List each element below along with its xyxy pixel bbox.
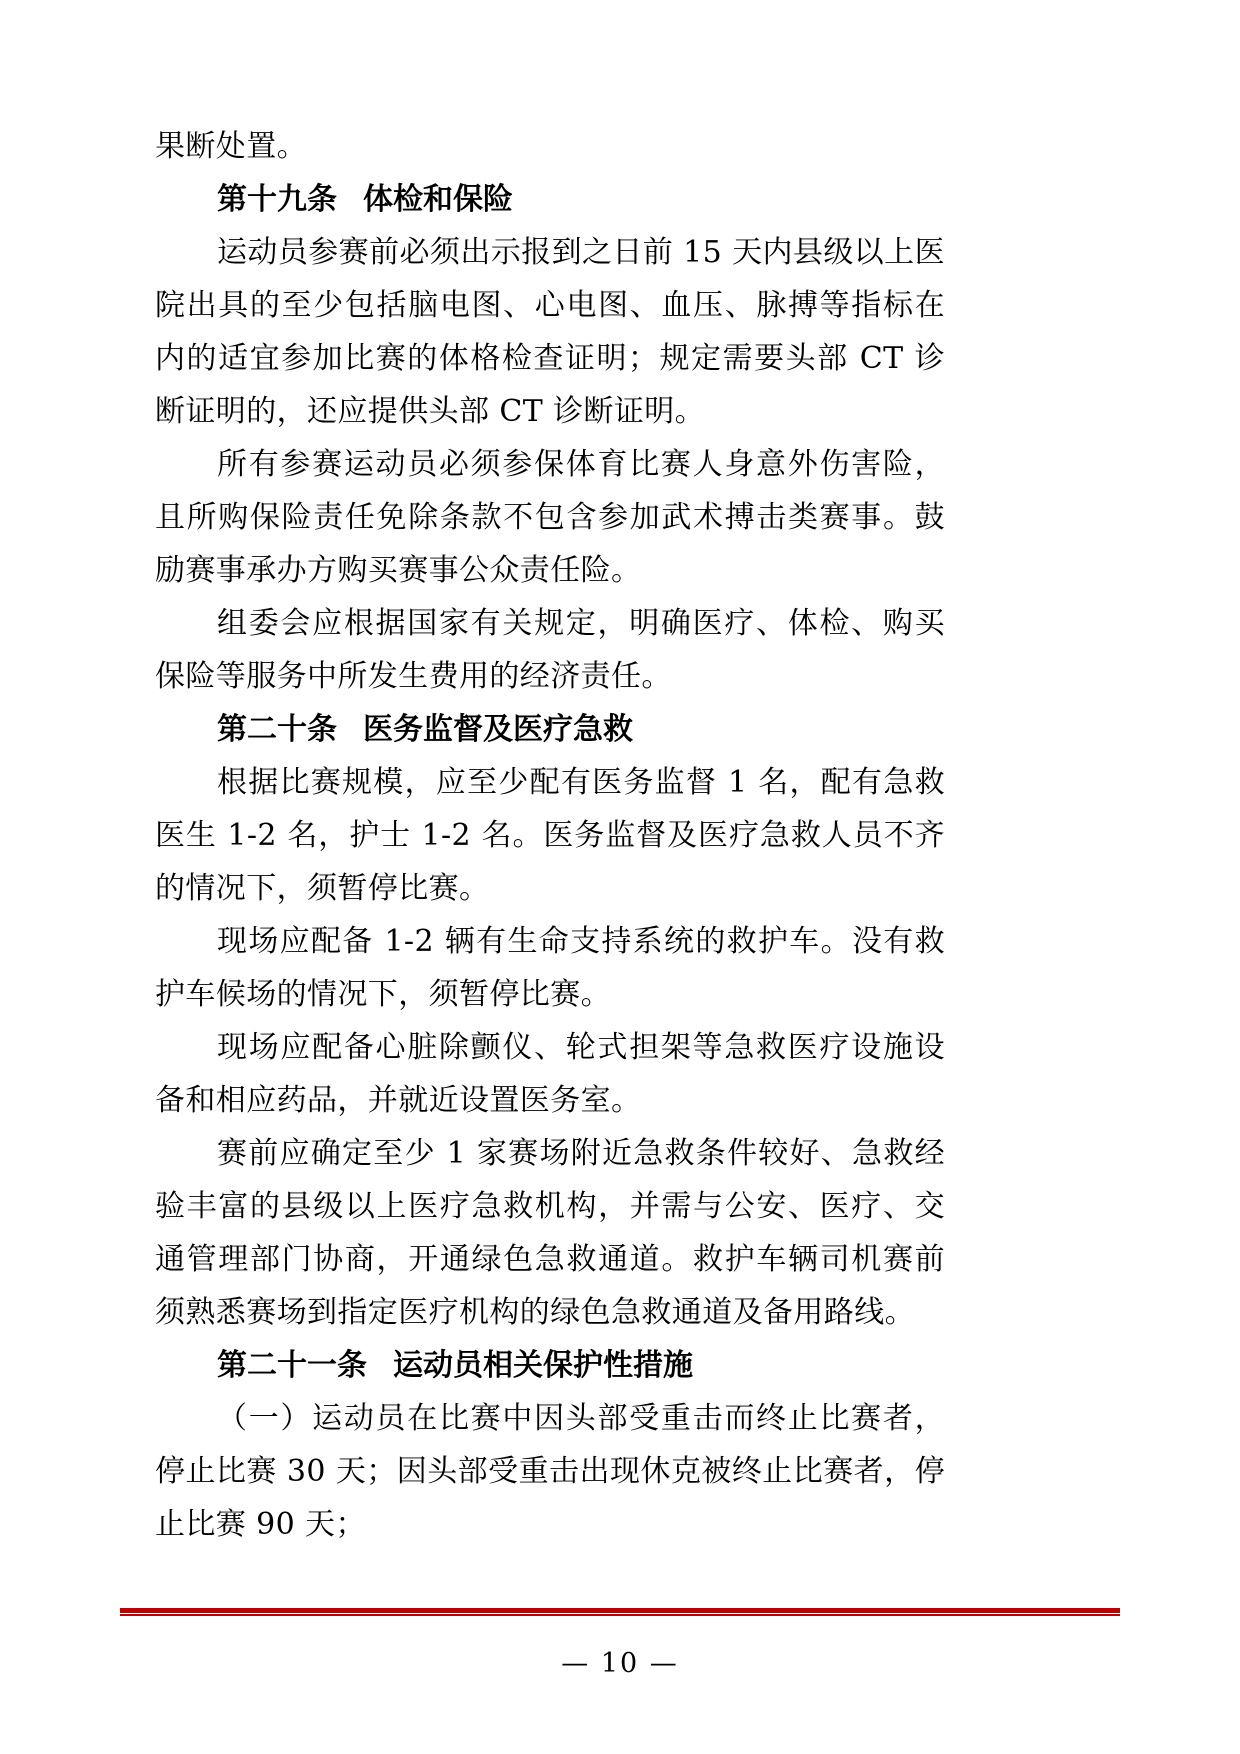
section-title: 医务监督及医疗急救 xyxy=(363,712,633,747)
section-title: 运动员相关保护性措施 xyxy=(393,1348,693,1383)
section-number: 第十九条 xyxy=(217,182,337,217)
paragraph: 组委会应根据国家有关规定，明确医疗、体检、购买保险等服务中所发生费用的经济责任。 xyxy=(155,606,945,694)
section-title: 体检和保险 xyxy=(363,182,513,217)
paragraph: 运动员参赛前必须出示报到之日前 15 天内县级以上医院出具的至少包括脑电图、心电图、血压、脉搏等指标在内的适宜参加比赛的体格检查证明；规定需要头部 CT 诊断证明的，还应提供头部 CT 诊断证明。 xyxy=(155,235,945,429)
footer-divider xyxy=(120,1608,1120,1613)
section-number: 第二十一条 xyxy=(217,1348,367,1383)
page-number: — 10 — xyxy=(561,1648,679,1679)
section-heading xyxy=(155,173,945,226)
paragraph: 果断处置。 xyxy=(155,129,307,164)
paragraph: 根据比赛规模，应至少配有医务监督 1 名，配有急救医生 1-2 名，护士 1-2 名。医务监督及医疗急救人员不齐的情况下，须暂停比赛。 xyxy=(155,765,945,906)
paragraph: 所有参赛运动员必须参保体育比赛人身意外伤害险，且所购保险责任免除条款不包含参加武术搏击类赛事。鼓励赛事承办方购买赛事公众责任险。 xyxy=(155,447,945,588)
paragraph: 现场应配备心脏除颤仪、轮式担架等急救医疗设施设备和相应药品，并就近设置医务室。 xyxy=(155,1030,945,1118)
section-heading xyxy=(155,703,945,756)
paragraph: 赛前应确定至少 1 家赛场附近急救条件较好、急救经验丰富的县级以上医疗急救机构，并需与公安、医疗、交通管理部门协商，开通绿色急救通道。救护车辆司机赛前须熟悉赛场到指定医疗机构的绿色急救通道及备用路线。 xyxy=(155,1136,945,1330)
paragraph: 现场应配备 1-2 辆有生命支持系统的救护车。没有救护车候场的情况下，须暂停比赛。 xyxy=(155,924,945,1012)
section-number: 第二十条 xyxy=(217,712,337,747)
paragraph: （一）运动员在比赛中因头部受重击而终止比赛者，停止比赛 30 天；因头部受重击出现休克被终止比赛者，停止比赛 90 天； xyxy=(155,1401,945,1542)
document-body xyxy=(155,120,945,1551)
section-heading xyxy=(155,1339,945,1392)
